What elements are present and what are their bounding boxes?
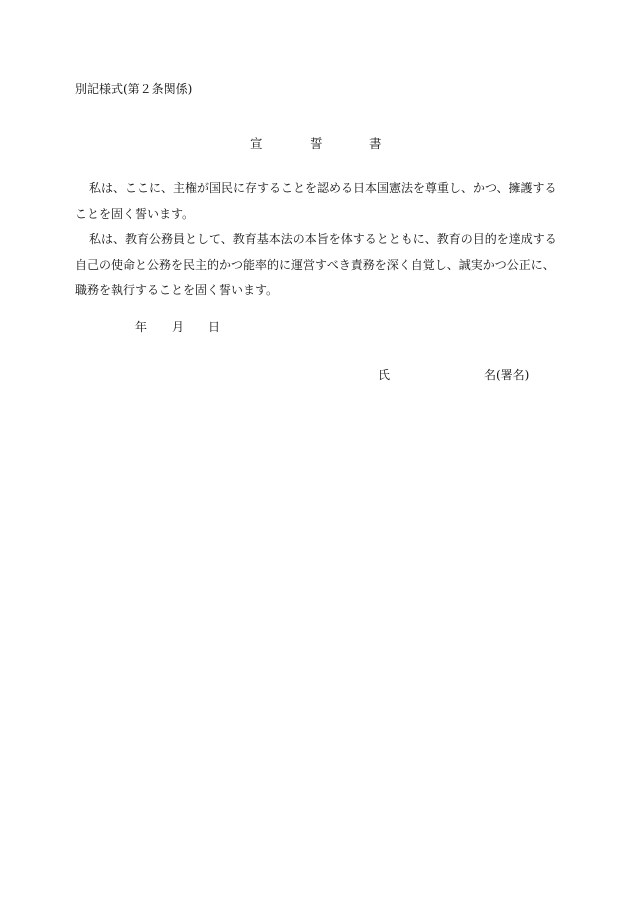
oath-line-5: 職務を執行することを固く誓います。 bbox=[75, 283, 279, 297]
date-year-label: 年 bbox=[135, 320, 148, 334]
oath-line-4: 自己の使命と公務を民主的かつ能率的に運営すべき責務を深く自覚し、誠実かつ公正に、 bbox=[75, 257, 555, 272]
title-char-3: 書 bbox=[369, 136, 382, 151]
oath-line-1: 私は、ここに、主権が国民に存することを認める日本国憲法を尊重し、かつ、擁護する bbox=[89, 181, 557, 195]
form-label: 別記様式(第２条関係) bbox=[75, 82, 193, 96]
signature-label-part-2: 名(署名) bbox=[484, 368, 530, 382]
oath-line-3: 私は、教育公務員として、教育基本法の本旨を体するとともに、教育の目的を達成する bbox=[89, 232, 557, 246]
oath-line-2: ことを固く誓います。 bbox=[75, 206, 195, 221]
title-char-1: 宣 bbox=[250, 136, 263, 151]
oath-body bbox=[75, 176, 565, 304]
signature-label-part-1: 氏 bbox=[378, 368, 391, 382]
date-day-label: 日 bbox=[208, 320, 221, 334]
date-month-label: 月 bbox=[172, 320, 185, 334]
title-char-2: 誓 bbox=[310, 136, 323, 151]
